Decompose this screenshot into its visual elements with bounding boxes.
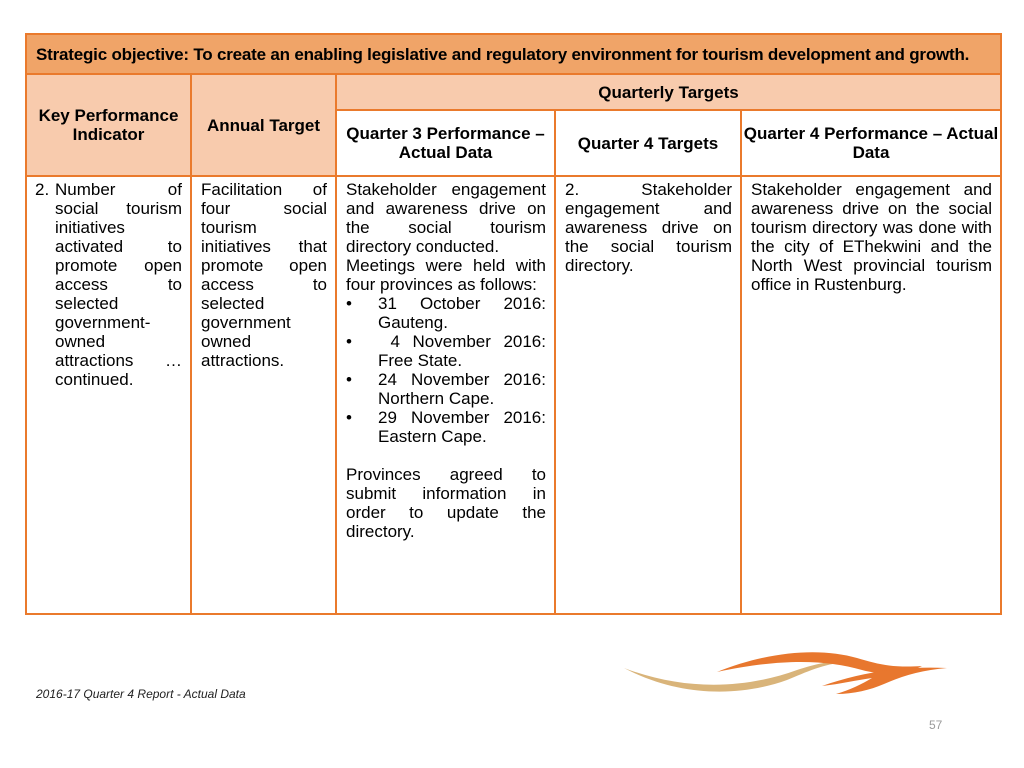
bullet-dot-icon: • xyxy=(346,332,352,351)
kpi-number: 2. xyxy=(35,180,50,199)
objective-row xyxy=(26,34,1001,74)
kpi-text: Number of social tourism initiatives activated to promote open access to selected government-owned attractions … continued. xyxy=(55,180,182,389)
header-q4-actual: Quarter 4 Performance – Actual Data xyxy=(741,110,1001,176)
q3-intro: Stakeholder engagement and awareness drive on the social tourism directory conducted. xyxy=(346,180,546,256)
header-annual-target: Annual Target xyxy=(191,74,336,176)
cell-q4-targets: 2. Stakeholder engagement and awareness drive on the social tourism directory. xyxy=(555,176,741,614)
kpi-table-container xyxy=(25,33,1000,615)
q3-closing: Provinces agreed to submit information in order to update the directory. xyxy=(346,465,546,541)
footer-report-title: 2016-17 Quarter 4 Report - Actual Data xyxy=(36,687,246,701)
kpi-table xyxy=(25,33,1002,615)
q3-meetings: Meetings were held with four provinces as follows: xyxy=(346,256,546,294)
header-kpi: Key Performance Indicator xyxy=(26,74,191,176)
list-item: • 24 November 2016: Northern Cape. xyxy=(346,370,546,408)
bullet-dot-icon: • xyxy=(346,370,352,389)
list-item: • 4 November 2016: Free State. xyxy=(346,332,551,370)
strategic-objective: Strategic objective: To create an enabling legislative and regulatory environment for tourism development and growth. xyxy=(26,34,1001,74)
bullet-dot-icon: • xyxy=(346,408,352,427)
cell-q3-actual xyxy=(336,176,555,614)
page-number: 57 xyxy=(929,718,943,732)
swoosh-logo xyxy=(622,650,952,702)
cell-kpi xyxy=(26,176,191,614)
bullet-dot-icon: • xyxy=(346,294,352,313)
list-item: • 31 October 2016: Gauteng. xyxy=(346,294,546,332)
header-quarterly-targets: Quarterly Targets xyxy=(336,74,1001,110)
table-row xyxy=(26,176,1001,614)
header-q3-actual: Quarter 3 Performance – Actual Data xyxy=(336,110,555,176)
header-q4-targets: Quarter 4 Targets xyxy=(555,110,741,176)
cell-annual-target: Facilitation of four social tourism initiatives that promote open access to selected government owned attractions. xyxy=(191,176,336,614)
cell-q4-actual: Stakeholder engagement and awareness drive on the social tourism directory was done with the city of EThekwini and the North West provincial tourism office in Rustenburg. xyxy=(741,176,1001,614)
q3-bullet-list xyxy=(346,294,551,446)
header-row-1 xyxy=(26,74,1001,110)
list-item: • 29 November 2016: Eastern Cape. xyxy=(346,408,546,446)
